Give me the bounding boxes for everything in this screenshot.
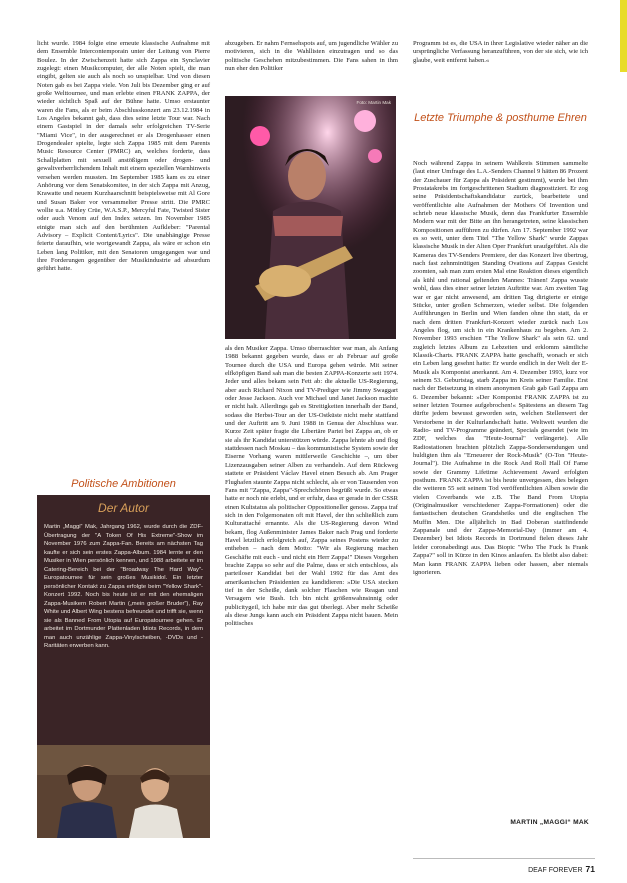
author-box-title: Der Autor	[98, 501, 149, 515]
author-box	[37, 495, 210, 838]
paragraph: Noch während Zappa in seinem Wahlkreis Stimmen sammelte (laut einer Umfrage des L.A.-Senders Channel 9 hätten 86 Prozent der Zuschauer für Zappa als Präsident gestimmt), wurde bei ihm Prostatakrebs im fortgeschrittenen Stadium diagnostiziert. Er zog seine Präsidentschaftskandidatur zurück, bearbeitete und veröffentlichte alte Aufnahmen der Mothers Of Invention und schrieb neue klassische Musik, denn das Frankfurter Ensemble Modern war mit der Bitte an ihn herangetreten, seine klassischen Kompositionen aufführen zu dürfen. Am 17. September 1992 war es so weit, unter dem Titel "The Yellow Shark" wurde Zappas klassische Musik in der Alten Oper Frankfurt uraufgeführt. Als die Kameras des TV-Senders Premiere, der das Konzert live übertrug, nach fast zehnminütigen Standing Ovations auf Zappas Gesicht zoomten, sah man zum ersten Mal eine Reaktion dieses eigentlich als kühl und rational geltenden Mannes: Tränen! Zappa wusste wohl, dass dies einer seiner letzten Auftritte war. Am zweiten Tag war er gar nicht anwesend, am dritten Tag dirigierte er einige Stücke, unter großen Schmerzen, wieder selbst. Die folgenden Aufführungen in Berlin und Wien fanden ohne ihn statt, da er nach dem dritten Frankfurt-Konzert wieder zurück nach Los Angeles flog, um sich in ein Krankenhaus zu begeben. Am 2. November 1993 erschien "The Yellow Shark" als sein 62. und zugleich letztes Album zu Lebzeiten und erklomm sämtliche Klassik-Charts. FRANK ZAPPA hatte geschafft, wonach er sich ein Leben lang gesehnt hatte: Er wurde endlich in der Welt der E-Musik als Komponist anerkannt. Am 4. Dezember 1993, kurz vor seinem 53. Geburtstag, starb Zappa im Kreis seiner Familie. Erst nach der Beisetzung in einem anonymen Grab gab Gail Zappa am 6. Dezember bekannt: »Der Komponist FRANK ZAPPA ist zu seiner letzten Tournee aufgebrochen!« Spätestens an diesem Tag dürfte jedem bewusst geworden sein, welchen Stellenwert der Verstorbene in der Kulturlandschaft hatte. Weltweit wurden die Radio- und TV-Programme geändert, Specials gesendet (wie im ZDF, welches das "Heute-Journal" verlängerte). Alle Radiostationen brachten plötzlich Zappa-Sondersendungen und huldigten ihm als "Erneuerer der Rock-Musik" (O-Ton "Heute-Journal"). Die Aufnahme in die Rock And Roll Hall Of Fame sowie der Grammy Lifetime Achievement Award erfolgten posthum. FRANK ZAPPA ist bis heute unvergessen, dies belegen die weiteren 55 seit seinem Tod veröffentlichten Alben sowie die vielen Coverbands wie z.B. The Band From Utopia (Originalmusiker verschiedener Zappa-Formationen) oder die fantastischen deutschen Grandsheiks und die englischen The Muffin Men. Die alljährlich in Bad Doberan stattfindende Zappanale und der Zappa-Memorial-Day (immer am 4. Dezember) bei Idiots Records in Dortmund fielen dieses Jahr leider coronabedingt aus. Das Biopic "Who The Fuck Is Frank Zappa?" soll in Kürze in den Kinos anlaufen. Es bleibt also dabei: Man kann FRANK ZAPPA lieben oder hassen, aber niemals ignorieren.	[413, 160, 588, 576]
column-2-intro	[225, 40, 398, 73]
column-1-text	[37, 40, 210, 485]
author-box-text: Martin „Maggi“ Mak, Jahrgang 1962, wurde durch die ZDF-Übertragung der "A Token Of His Extreme"-Show im November 1976 zum Zappa-Fan. Bereits am nächsten Tag kaufte er sich sein erstes Zappa-Album. 1984 lernte er den Musiker in Wien persönlich kennen, und 1988 arbeitete er im Catering-Bereich bei der "Broadway The Hard Way"-Europatournee für sein großes Musikidol. Ein letzter persönlicher Kontakt zu Zappa erfolgte beim "Yellow Shark"-Konzert 1992. Noch bis heute ist er mit den ehemaligen Zappa-Musikern Robert Martin („mein großer Bruder“), Ray White und Albert Wing bestens befreundet und trifft sie, wenn sie als Banned From Utopia auf Europatournee gehen. Er arbeitet im Dortmunder Plattenladen Idiots Records, in dem man auch unzählige Zappa-Vinylscheiben, -DVDs und -Raritäten erwerben kann.	[44, 524, 203, 649]
page-edge-tab	[620, 0, 627, 72]
paragraph: abzugeben. Er nahm Fernsehspots auf, um jugendliche Wähler zu motivieren, sich in die Wahllisten einzutragen und so das politische Geschehen mitzubestimmen. Die Fans sahen in ihm nun eher den Politiker	[225, 40, 398, 73]
concert-photo-image	[225, 96, 396, 339]
page-number: 71	[585, 864, 595, 874]
paragraph: Programm ist es, die USA in ihrer Legislative wieder näher an die ursprüngliche Verfassung heranzuführen, von der sie sich, wie ich glaube, weit entfernt haben.«	[413, 40, 588, 64]
page-footer	[528, 864, 595, 874]
paragraph: licht wurde. 1984 folgte eine erneute klassische Aufnahme mit dem Ensemble Intercontemporain unter der Leitung von Pierre Boulez. In der Zwischenzeit hatte sich Zappa ein Synclavier zugelegt: einen Musikcomputer, der alle Noten spielt, die man eingibt, gelten sie auch als noch so unspielbar. Und von diesen Noten gab es bei Zappa viele. Von Juli bis Dezember ging er auf große Welttournee, und man erlebte einen FRANK ZAPPA, der wieder sichtlich Spaß auf der Bühne hatte. Umso erstaunter waren die Fans, als er beim Abschlusskonzert am 23.12.1984 in Los Angeles bekannt gab, dass dies seine letzte Tour war. Nach einem Gastspiel in der damals sehr erfolgreichen TV-Serie "Miami Vice", in der ausgerechnet er als Drogenhasser einen Drogendealer spielte, legte sich Zappa 1985 mit dem Parents Music Resource Center (PMRC) an, welches forderte, dass Schallplatten mit sexuell anstößigem oder drogen- und gewaltverherrlichendem Inhalt mit einem speziellen Warnhinweis versehen werden mussten. Im September 1985 kam es zu einer Anhörung vor dem Senatskomitee, in der sich Zappa mit Anzug, Krawatte und neuem Kurzhaarschnitt beispielsweise mit Al Gore und Susan Baker vor versammelter Presse stritt. Die PMRC wollte u.a. Mötley Crüe, W.A.S.P., Mercyful Fate, Twisted Sister oder auch Venom auf den Index setzen. Im November 1985 einigte man sich auf den berühmten Aufkleber: "Parental Advisory – Explicit Content/Lyrics". Die unabhängige Presse feierte daraufhin, wie wortgewandt Zappa, als wäre er schon ein Leben lang Politiker, mit den Senatoren umgegangen war und ihre Forderungen gegenüber der Musikindustrie ad absurdum geführt hatte.	[37, 40, 210, 273]
column-3-intro	[413, 40, 588, 88]
footer-magazine-name: DEAF FOREVER	[528, 867, 583, 874]
column-2-main	[225, 345, 398, 840]
author-signature: MARTIN „MAGGI“ MAK	[510, 819, 589, 826]
column-3-main	[413, 160, 588, 820]
subheading-last-triumphs: Letzte Triumphe & posthume Ehren	[414, 112, 587, 124]
concert-photo	[225, 96, 396, 339]
author-photo	[37, 745, 210, 838]
paragraph: als den Musiker Zappa. Umso überraschter war man, als Anfang 1988 bekannt gegeben wurde, dass er ab Februar auf große Tournee durch die USA und Europa gehen würde. Mit seiner elfköpfigen Band sah man die besten ZAPPA-Konzerte seit 1974. Jeder und alles bekam sein Fett ab: die aktuelle US-Regierung, aber auch Richard Nixon und TV-Prediger wie Jimmy Swaggart oder Jesse Jackson. Auch vor Michael und Janet Jackson machte er nicht halt. Allerdings gab es Streitigkeiten innerhalb der Band, sodass die Herbst-Tour an der US-Ostküste nicht mehr stattfand und der Auftritt am 9. Juni 1988 in Genua der Abschluss war. Kurze Zeit später fragte die Libertäre Partei bei Zappa an, ob er sie als ihr Kandidat unterstützen würde. Zappa lehnte ab und flog stattdessen nach Moskau – das kommunistische System sowie der Eiserne Vorhang waren mittlerweile Geschichte –, um über Lizenzausgaben seiner Alben zu verhandeln. Auf dem Rückweg stattete er Präsident Václav Havel einen Besuch ab. Am Prager Flughafen staunte Zappa nicht schlecht, als er von Tausenden von Fans mit "Zappa, Zappa"-Sprechchören begrüßt wurde. So etwas hatte er noch nie erlebt, und er erfuhr, dass er gerade in der CSSR einen Kultstatus als politischer Oppositioneller genoss. Zappa traf sich in den Folgemonaten oft mit Havel, der ihn schließlich zum Kulturattaché ernannte. Als die US-Regierung davon Wind bekam, flog Außenminister James Baker nach Prag und forderte Havel letztlich erfolgreich auf, Zappa seines Postens wieder zu entheben – nach dem Motto: "Wir als Regierung machen Geschäfte mit euch - und nicht ein Herr Zappa!" Dieses Vorgehen brachte Zappa so sehr auf die Palme, dass er sich entschloss, als parteiloser Kandidat bei der Wahl 1992 für das Amt des amerikanischen Präsidenten zu kandidieren: »Die USA stecken tief in der Scheiße, dank solcher Flaschen wie Reagan und Versagern wie Bush. Ich bin nicht größenwahnsinnig oder publicitygeil, ich habe mir das gut überlegt. Aber mehr Scheiße als diese Jungs kann auch ein Präsident Zappa nicht bauen. Mein politisches	[225, 345, 398, 628]
subheading-political: Politische Ambitionen	[71, 478, 176, 490]
footer-rule	[413, 858, 595, 859]
photo-credit: Foto: Martin Mak	[356, 100, 391, 105]
